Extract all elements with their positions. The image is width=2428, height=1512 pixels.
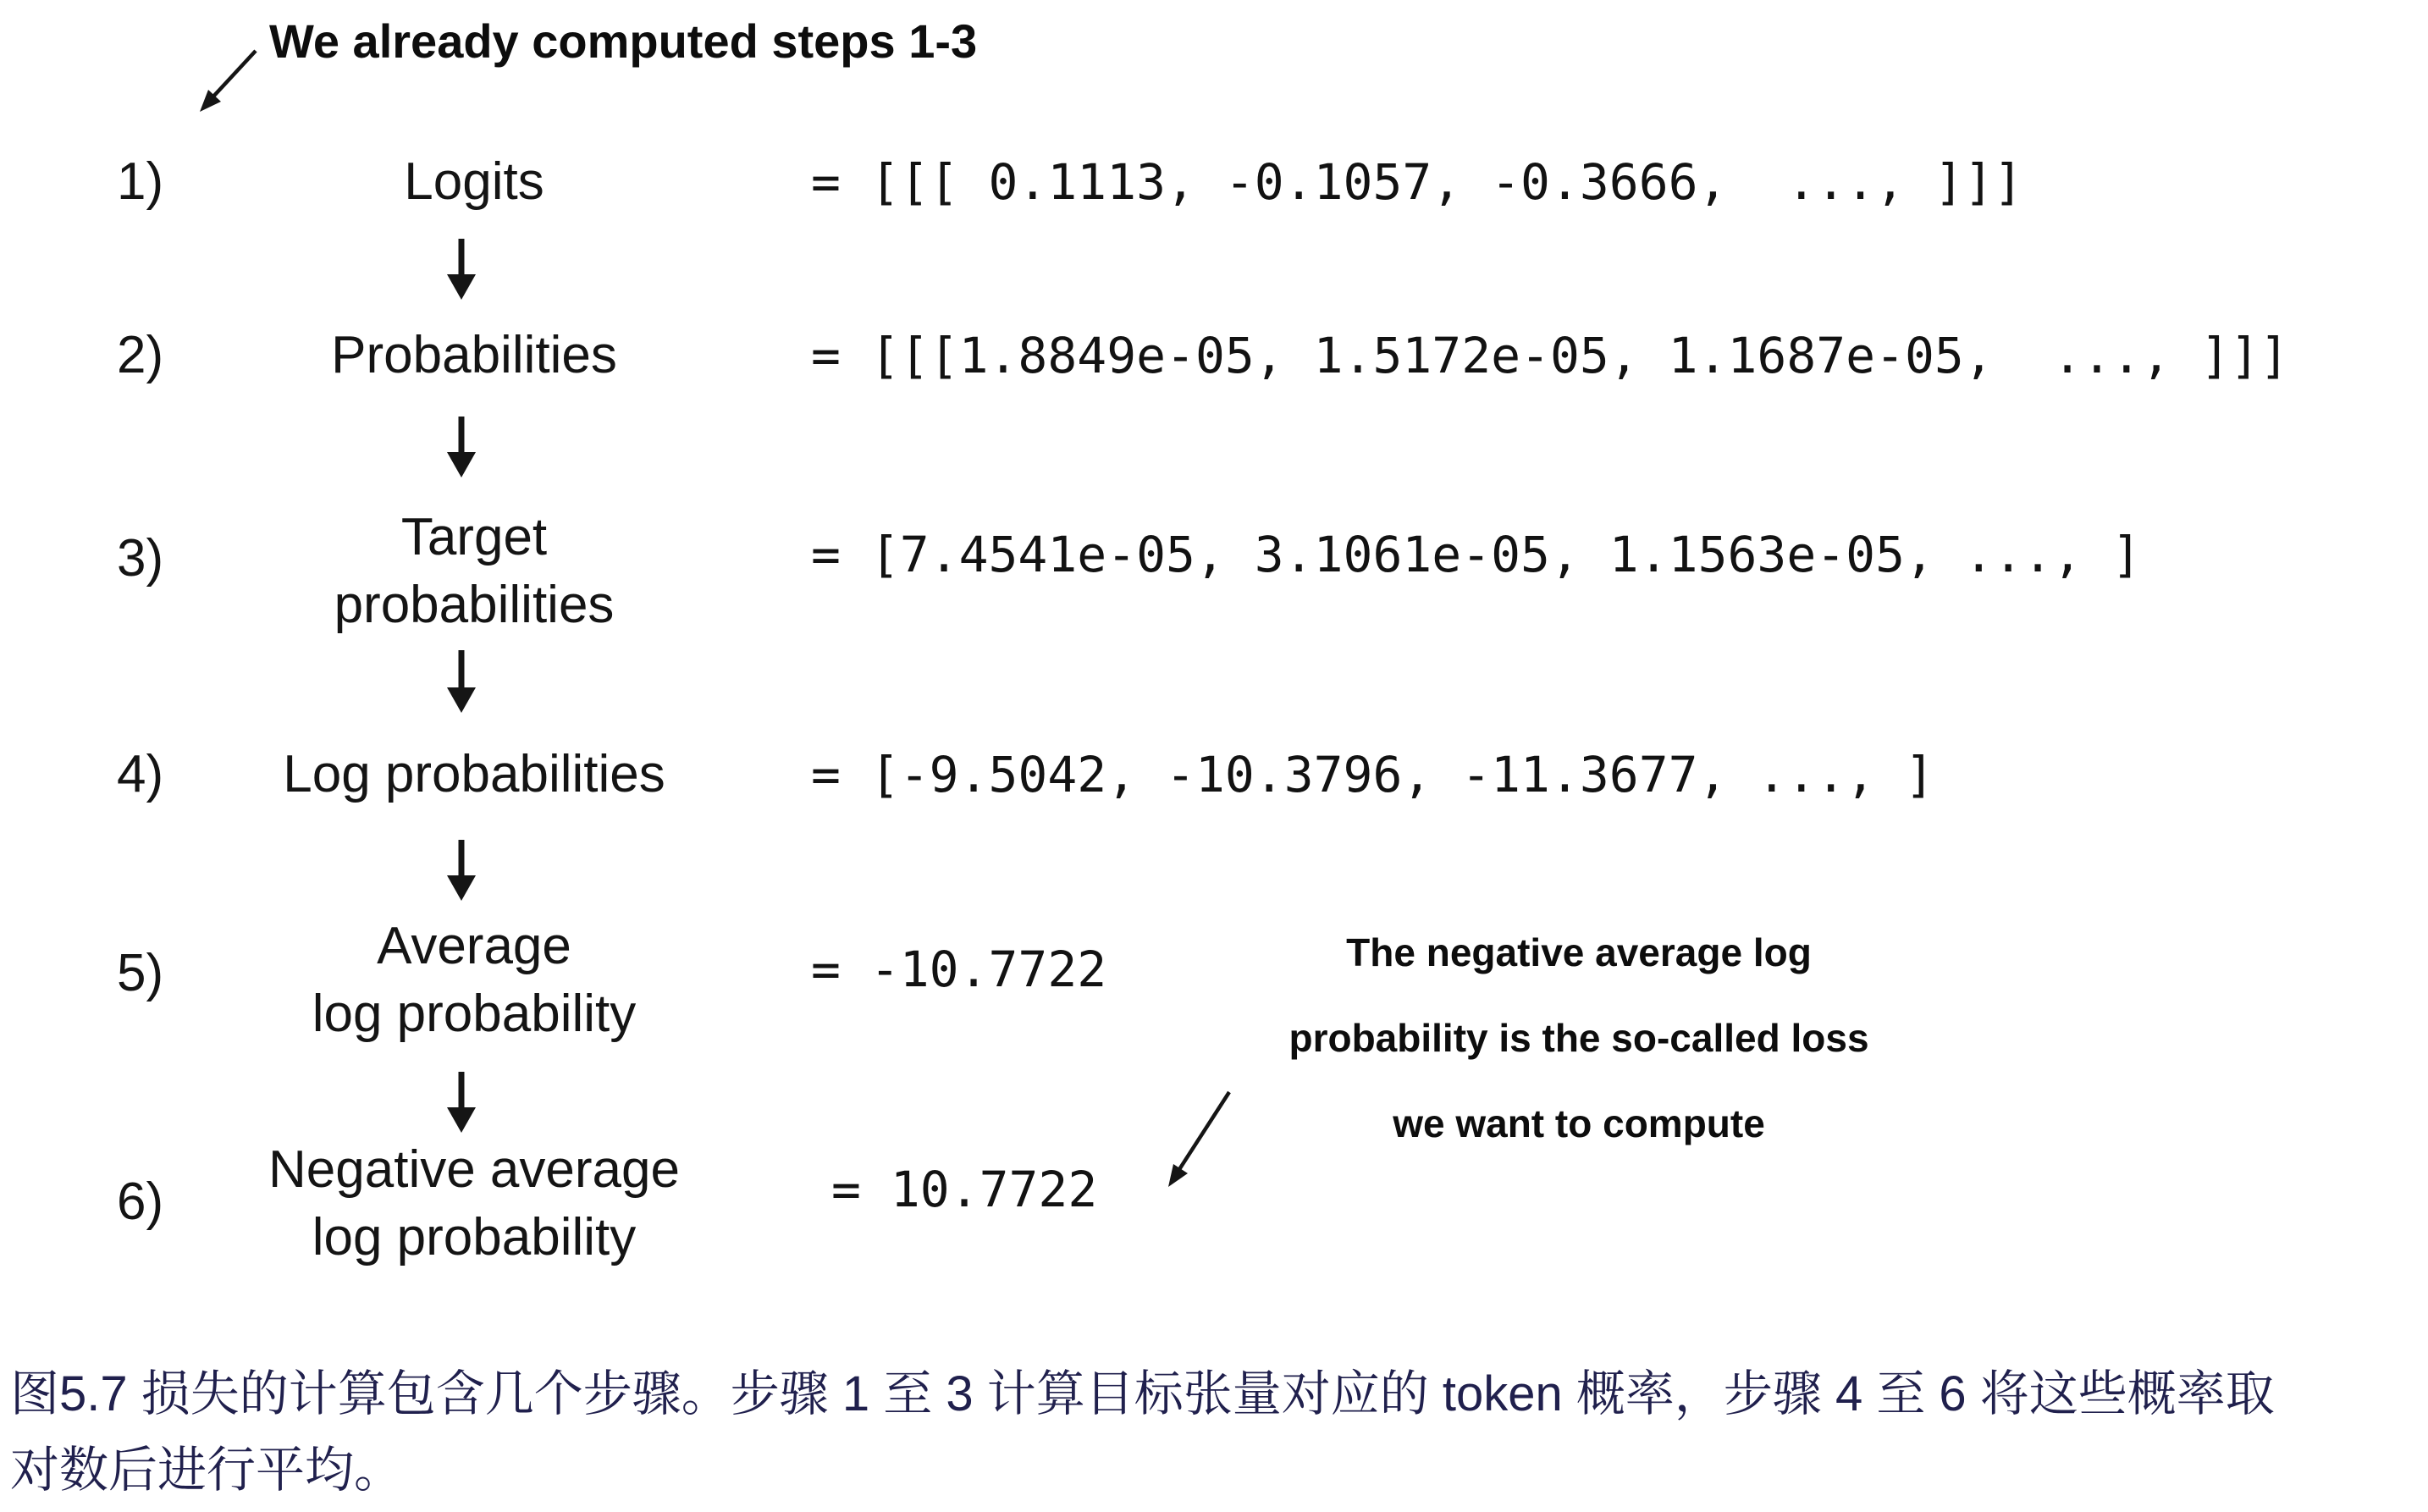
step-2-number: 2) <box>117 326 164 384</box>
step-6-value: = 10.7722 <box>831 1161 1098 1218</box>
figure-caption-line-2: 对数后进行平均。 <box>10 1443 404 1498</box>
step-2-label: Probabilities <box>331 326 617 384</box>
step-3-label-line-1: Target <box>400 508 548 566</box>
step-1-value: = [[[ 0.1113, -0.1057, -0.3666, ..., ]]] <box>811 153 2023 211</box>
step-3-label-line-2: probabilities <box>334 576 615 634</box>
step-6-number: 6) <box>117 1173 164 1231</box>
figure-caption-line-1: 图5.7 损失的计算包含几个步骤。步骤 1 至 3 计算目标张量对应的 token 概率，步骤 4 至 6 将这些概率取 <box>10 1366 2275 1421</box>
step-5-label <box>203 913 745 1048</box>
down-arrow-icon <box>447 1072 476 1133</box>
step-1-label: Logits <box>404 152 544 211</box>
loss-annotation-line-3: we want to compute <box>1393 1101 1765 1145</box>
step-2-value: = [[[1.8849e-05, 1.5172e-05, 1.1687e-05, ..., ]]] <box>811 327 2289 384</box>
step-3-number: 3) <box>117 529 164 588</box>
step-4-number: 4) <box>117 745 164 803</box>
down-arrow-icon <box>447 417 476 477</box>
step-5-number: 5) <box>117 944 164 1002</box>
step-6-label-line-2: log probability <box>312 1208 637 1266</box>
step-4-label: Log probabilities <box>283 745 665 803</box>
step-3-value: = [7.4541e-05, 3.1061e-05, 1.1563e-05, ..., ] <box>811 526 2142 583</box>
diagonal-arrow-icon <box>1168 1092 1229 1187</box>
step-5-value: = -10.7722 <box>811 941 1107 998</box>
step-5-label-line-1: Average <box>377 917 571 975</box>
loss-annotation-line-1: The negative average log <box>1346 930 1812 974</box>
diagonal-arrow-icon <box>200 51 256 112</box>
step-1-number: 1) <box>117 152 164 211</box>
down-arrow-icon <box>447 650 476 713</box>
step-6-label-line-1: Negative average <box>268 1140 680 1199</box>
top-annotation: We already computed steps 1-3 <box>269 14 978 68</box>
down-arrow-icon <box>447 239 476 300</box>
down-arrow-icon <box>447 840 476 901</box>
step-6-label <box>203 1136 745 1272</box>
figure-caption <box>10 1356 2275 1509</box>
loss-annotation-line-2: probability is the so-called loss <box>1288 1016 1869 1060</box>
loss-annotation <box>1232 910 1926 1167</box>
step-3-label <box>203 504 745 639</box>
step-5-label-line-2: log probability <box>312 985 637 1043</box>
step-4-value: = [-9.5042, -10.3796, -11.3677, ..., ] <box>811 746 1934 803</box>
